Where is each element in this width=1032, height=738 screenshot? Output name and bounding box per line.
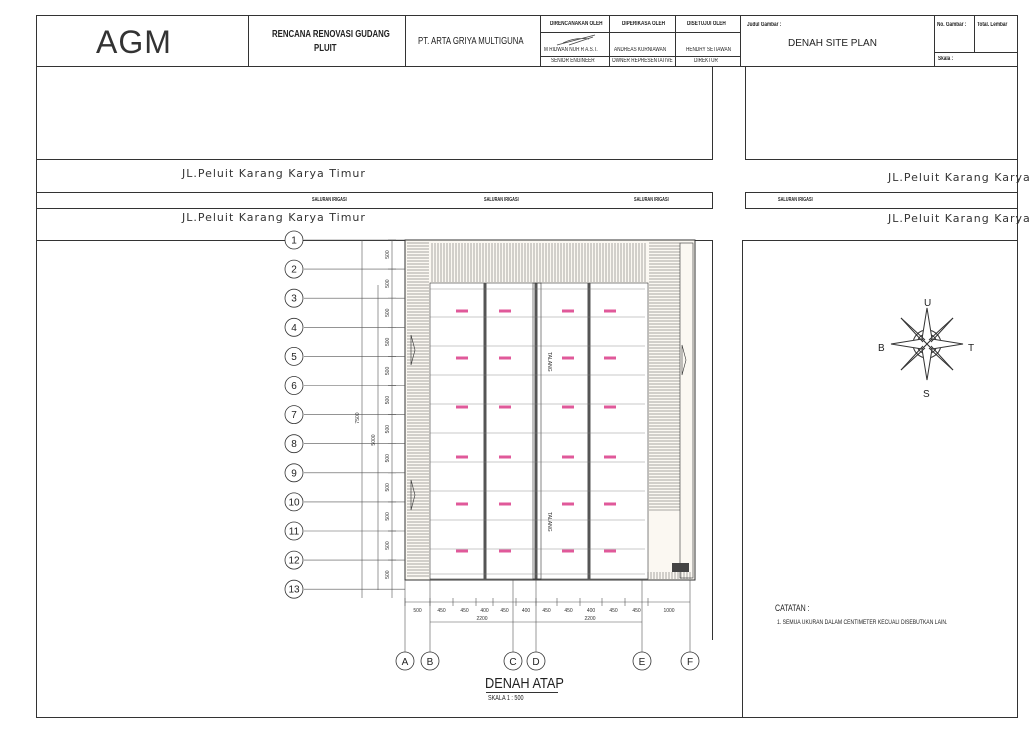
dim-bottom-5: 450 <box>500 608 509 614</box>
dim-left-1: 500 <box>385 250 391 259</box>
skylight-marker-3-1 <box>456 406 468 409</box>
planned-by-role: SENIOR ENGINEER <box>551 58 595 64</box>
skylight-marker-6-4 <box>604 550 616 553</box>
dim-left-total-1: 5000 <box>371 434 377 446</box>
dim-bottom-9: 400 <box>586 608 596 614</box>
dim-left-6: 500 <box>385 395 391 405</box>
checked-by-header: DIPERIKASA OLEH <box>622 21 665 27</box>
skylight-marker-2-1 <box>456 357 468 360</box>
skylight-marker-1-1 <box>456 310 468 313</box>
street-label-right-top: JL.Peluit Karang Karya <box>888 171 1031 184</box>
dim-bottom-4: 400 <box>480 608 489 614</box>
compass-west-label: B <box>878 343 885 354</box>
dim-left-10: 500 <box>385 512 391 521</box>
approved-by-role: DIREKTUR <box>694 58 718 64</box>
dim-left-total-2: 7500 <box>355 412 361 424</box>
dim-left-5: 500 <box>385 366 391 376</box>
approved-by-header: DISETUJUI OLEH <box>687 21 726 27</box>
skylight-marker-6-3 <box>562 550 574 553</box>
planned-by-header: DIRENCANAKAN OLEH <box>550 21 603 27</box>
gutter-line-3 <box>588 283 591 579</box>
dim-left-12: 500 <box>385 570 391 579</box>
dim-left-4: 500 <box>385 337 391 347</box>
dim-bottom-3: 450 <box>460 608 469 614</box>
dim-bottom-7: 450 <box>542 608 551 614</box>
grid-row-label-13: 13 <box>288 584 300 596</box>
drawing-number-label: No. Gambar : <box>937 22 967 28</box>
street-label-right-bottom: JL.Peluit Karang Karya <box>888 212 1031 225</box>
grid-row-label-10: 10 <box>288 497 300 509</box>
skylight-marker-6-1 <box>456 550 468 553</box>
north-arrow-compass <box>872 294 982 404</box>
dim-bottom-total-1: 2200 <box>476 616 488 622</box>
dim-left-11: 500 <box>385 541 391 550</box>
dim-left-9: 500 <box>385 483 391 492</box>
skylight-marker-6-2 <box>499 550 511 553</box>
plan-title: DENAH ATAP <box>485 675 564 692</box>
grid-row-label-4: 4 <box>291 322 297 334</box>
approved-by-name: HENDRY SETIAWAN <box>686 47 731 53</box>
skylight-marker-5-4 <box>604 503 616 506</box>
skylight-marker-5-1 <box>456 503 468 506</box>
dim-bottom-8: 450 <box>564 608 573 614</box>
company-name: PT. ARTA GRIYA MULTIGUNA <box>418 36 524 47</box>
grid-row-label-1: 1 <box>291 235 297 247</box>
channel-label-2: SALURAN IRIGASI <box>484 197 519 203</box>
planned-by-name: M RIDWAN NUR R A.S.T. <box>544 47 598 53</box>
dim-bottom-12: 1000 <box>663 608 675 614</box>
company-logo: AGM <box>96 24 172 60</box>
scale-label: Skala : <box>938 56 954 62</box>
grid-col-label-E: E <box>638 657 646 668</box>
grid-row-label-12: 12 <box>288 555 300 567</box>
gutter-label-1: TALANG <box>546 352 552 372</box>
gutter-label-2: TALANG <box>546 512 552 532</box>
skylight-marker-4-1 <box>456 456 468 459</box>
skylight-marker-1-2 <box>499 310 511 313</box>
roof-field <box>430 283 648 579</box>
dim-left-8: 500 <box>385 454 391 463</box>
dim-left-2: 500 <box>385 279 391 288</box>
compass-east-label: T <box>968 343 975 354</box>
skylight-marker-3-3 <box>562 406 574 409</box>
compass-north-label: U <box>924 298 932 309</box>
dim-left-7: 500 <box>385 424 391 434</box>
drawing-title-label: Judul Gambar : <box>747 22 782 28</box>
dim-bottom-2: 450 <box>437 608 446 614</box>
dim-bottom-1: 500 <box>413 608 422 614</box>
grid-row-label-8: 8 <box>291 439 297 451</box>
skylight-marker-4-2 <box>499 456 511 459</box>
skylight-marker-1-3 <box>562 310 574 313</box>
dim-bottom-11: 450 <box>632 608 641 614</box>
channel-label-4: SALURAN IRIGASI <box>778 197 813 203</box>
skylight-marker-2-3 <box>562 357 574 360</box>
plan-scale: SKALA 1 : 500 <box>488 695 524 702</box>
checked-by-name: ANDREAS KURNIAWAN <box>614 47 667 53</box>
gutter-line-2 <box>535 283 538 579</box>
notes-item-1: 1. SEMUA UKURAN DALAM CENTIMETER KECUALI DISEBUTKAN LAIN. <box>777 619 948 626</box>
grid-col-label-C: C <box>509 657 517 668</box>
checked-by-role: OWNER REPRESENTATIVE <box>612 58 673 64</box>
grid-row-label-3: 3 <box>291 293 297 305</box>
channel-label-3: SALURAN IRIGASI <box>634 197 669 203</box>
skylight-marker-5-3 <box>562 503 574 506</box>
notes-header: CATATAN : <box>775 603 810 613</box>
drawing-title: DENAH SITE PLAN <box>788 38 877 49</box>
skylight-marker-3-2 <box>499 406 511 409</box>
grid-col-label-D: D <box>532 657 540 668</box>
grid-row-label-7: 7 <box>291 410 297 422</box>
grid-col-label-A: A <box>401 657 409 668</box>
skylight-marker-3-4 <box>604 406 616 409</box>
dim-left-3: 500 <box>385 308 391 317</box>
skylight-marker-1-4 <box>604 310 616 313</box>
street-label-left-top: JL.Peluit Karang Karya Timur <box>182 167 366 180</box>
channel-label-1: SALURAN IRIGASI <box>312 197 347 203</box>
project-name-line2: PLUIT <box>314 43 337 54</box>
drain-box <box>672 563 689 572</box>
skylight-marker-4-3 <box>562 456 574 459</box>
grid-col-label-B: B <box>426 657 434 668</box>
grid-row-label-5: 5 <box>291 351 297 363</box>
grid-row-label-11: 11 <box>288 526 300 538</box>
project-name-line1: RENCANA RENOVASI GUDANG <box>272 29 390 40</box>
dim-bottom-6: 400 <box>521 608 531 614</box>
street-label-left-bottom: JL.Peluit Karang Karya Timur <box>182 211 366 224</box>
grid-col-label-F: F <box>686 657 694 668</box>
skylight-marker-4-4 <box>604 456 616 459</box>
skylight-marker-2-2 <box>499 357 511 360</box>
dim-bottom-total-2: 2200 <box>584 616 596 622</box>
skylight-marker-2-4 <box>604 357 616 360</box>
grid-row-label-2: 2 <box>291 264 297 276</box>
grid-row-label-6: 6 <box>291 381 297 392</box>
skylight-marker-5-2 <box>499 503 511 506</box>
gutter-line-1 <box>484 283 487 579</box>
dim-bottom-10: 450 <box>609 608 618 614</box>
total-sheets-label: Total. Lembar <box>977 22 1008 28</box>
grid-row-label-9: 9 <box>291 468 297 480</box>
compass-south-label: S <box>923 389 930 400</box>
